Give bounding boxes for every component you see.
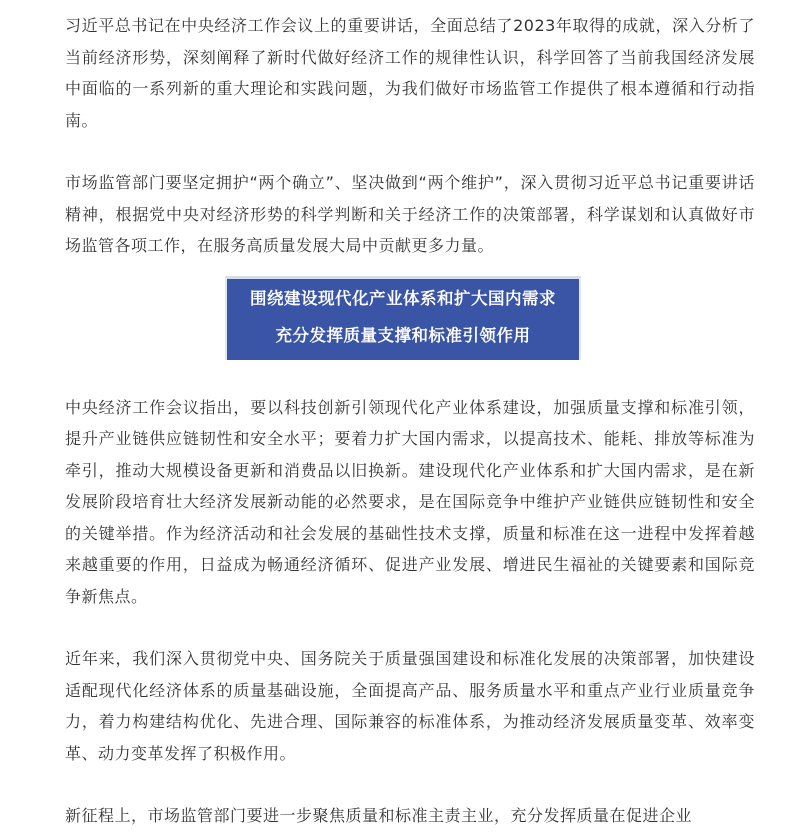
paragraph-3: 中央经济工作会议指出，要以科技创新引领现代化产业体系建设，加强质量支撑和标准引领，提升产业链供应链韧性和安全水平；要着力扩大国内需求，以提高技术、能耗、排放等标准为牵引，推动大规模设备更新和消费品以旧换新。建设现代化产业体系和扩大国内需求，是在新发展阶段培育壮大经济发展新动能的必然要求，是在国际竞争中维护产业链供应链韧性和安全的关键举措。作为经济活动和社会发展的基础性技术支撑，质量和标准在这一进程中发挥着越来越重要的作用，日益成为畅通经济循环、促进产业发展、增进民生福祉的关键要素和国际竞争新焦点。 [65,397,755,606]
section-heading-line-1: 围绕建设现代化产业体系和扩大国内需求 [250,288,556,308]
paragraph-5: 新征程上，市场监管部门要进一步聚焦质量和标准主责主业，充分发挥质量在促进企业 [65,806,693,825]
paragraph-spacer [65,769,755,800]
section-banner-wrapper [65,262,755,392]
paragraph-1: 习近平总书记在中央经济工作会议上的重要讲话，全面总结了2023年取得的成就，深入分析了当前经济形势，深刻阐释了新时代做好经济工作的规律性认识，科学回答了当前我国经济发展中面临的一系列新的重大理论和实践问题，为我们做好市场监管工作提供了根本遵循和行动指南。 [65,16,755,130]
paragraph-4: 近年来，我们深入贯彻党中央、国务院关于质量强国建设和标准化发展的决策部署，加快建设适配现代化经济体系的质量基础设施，全面提高产品、服务质量水平和重点产业行业质量竞争力，着力构建结构优化、先进合理、国际兼容的标准体系，为推动经济发展质量变革、效率变革、动力变革发挥了积极作用。 [65,649,755,763]
section-heading-banner [225,276,581,360]
paragraph-spacer [65,136,755,167]
paragraph-2: 市场监管部门要坚定拥护“两个确立”、坚决做到“两个维护”，深入贯彻习近平总书记重要讲话精神，根据党中央对经济形势的科学判断和关于经济工作的决策部署，科学谋划和认真做好市场监管各项工作，在服务高质量发展大局中贡献更多力量。 [65,173,755,255]
article-body [65,10,755,832]
paragraph-spacer [65,612,755,643]
section-heading-line-2: 充分发挥质量支撑和标准引领作用 [275,325,531,345]
